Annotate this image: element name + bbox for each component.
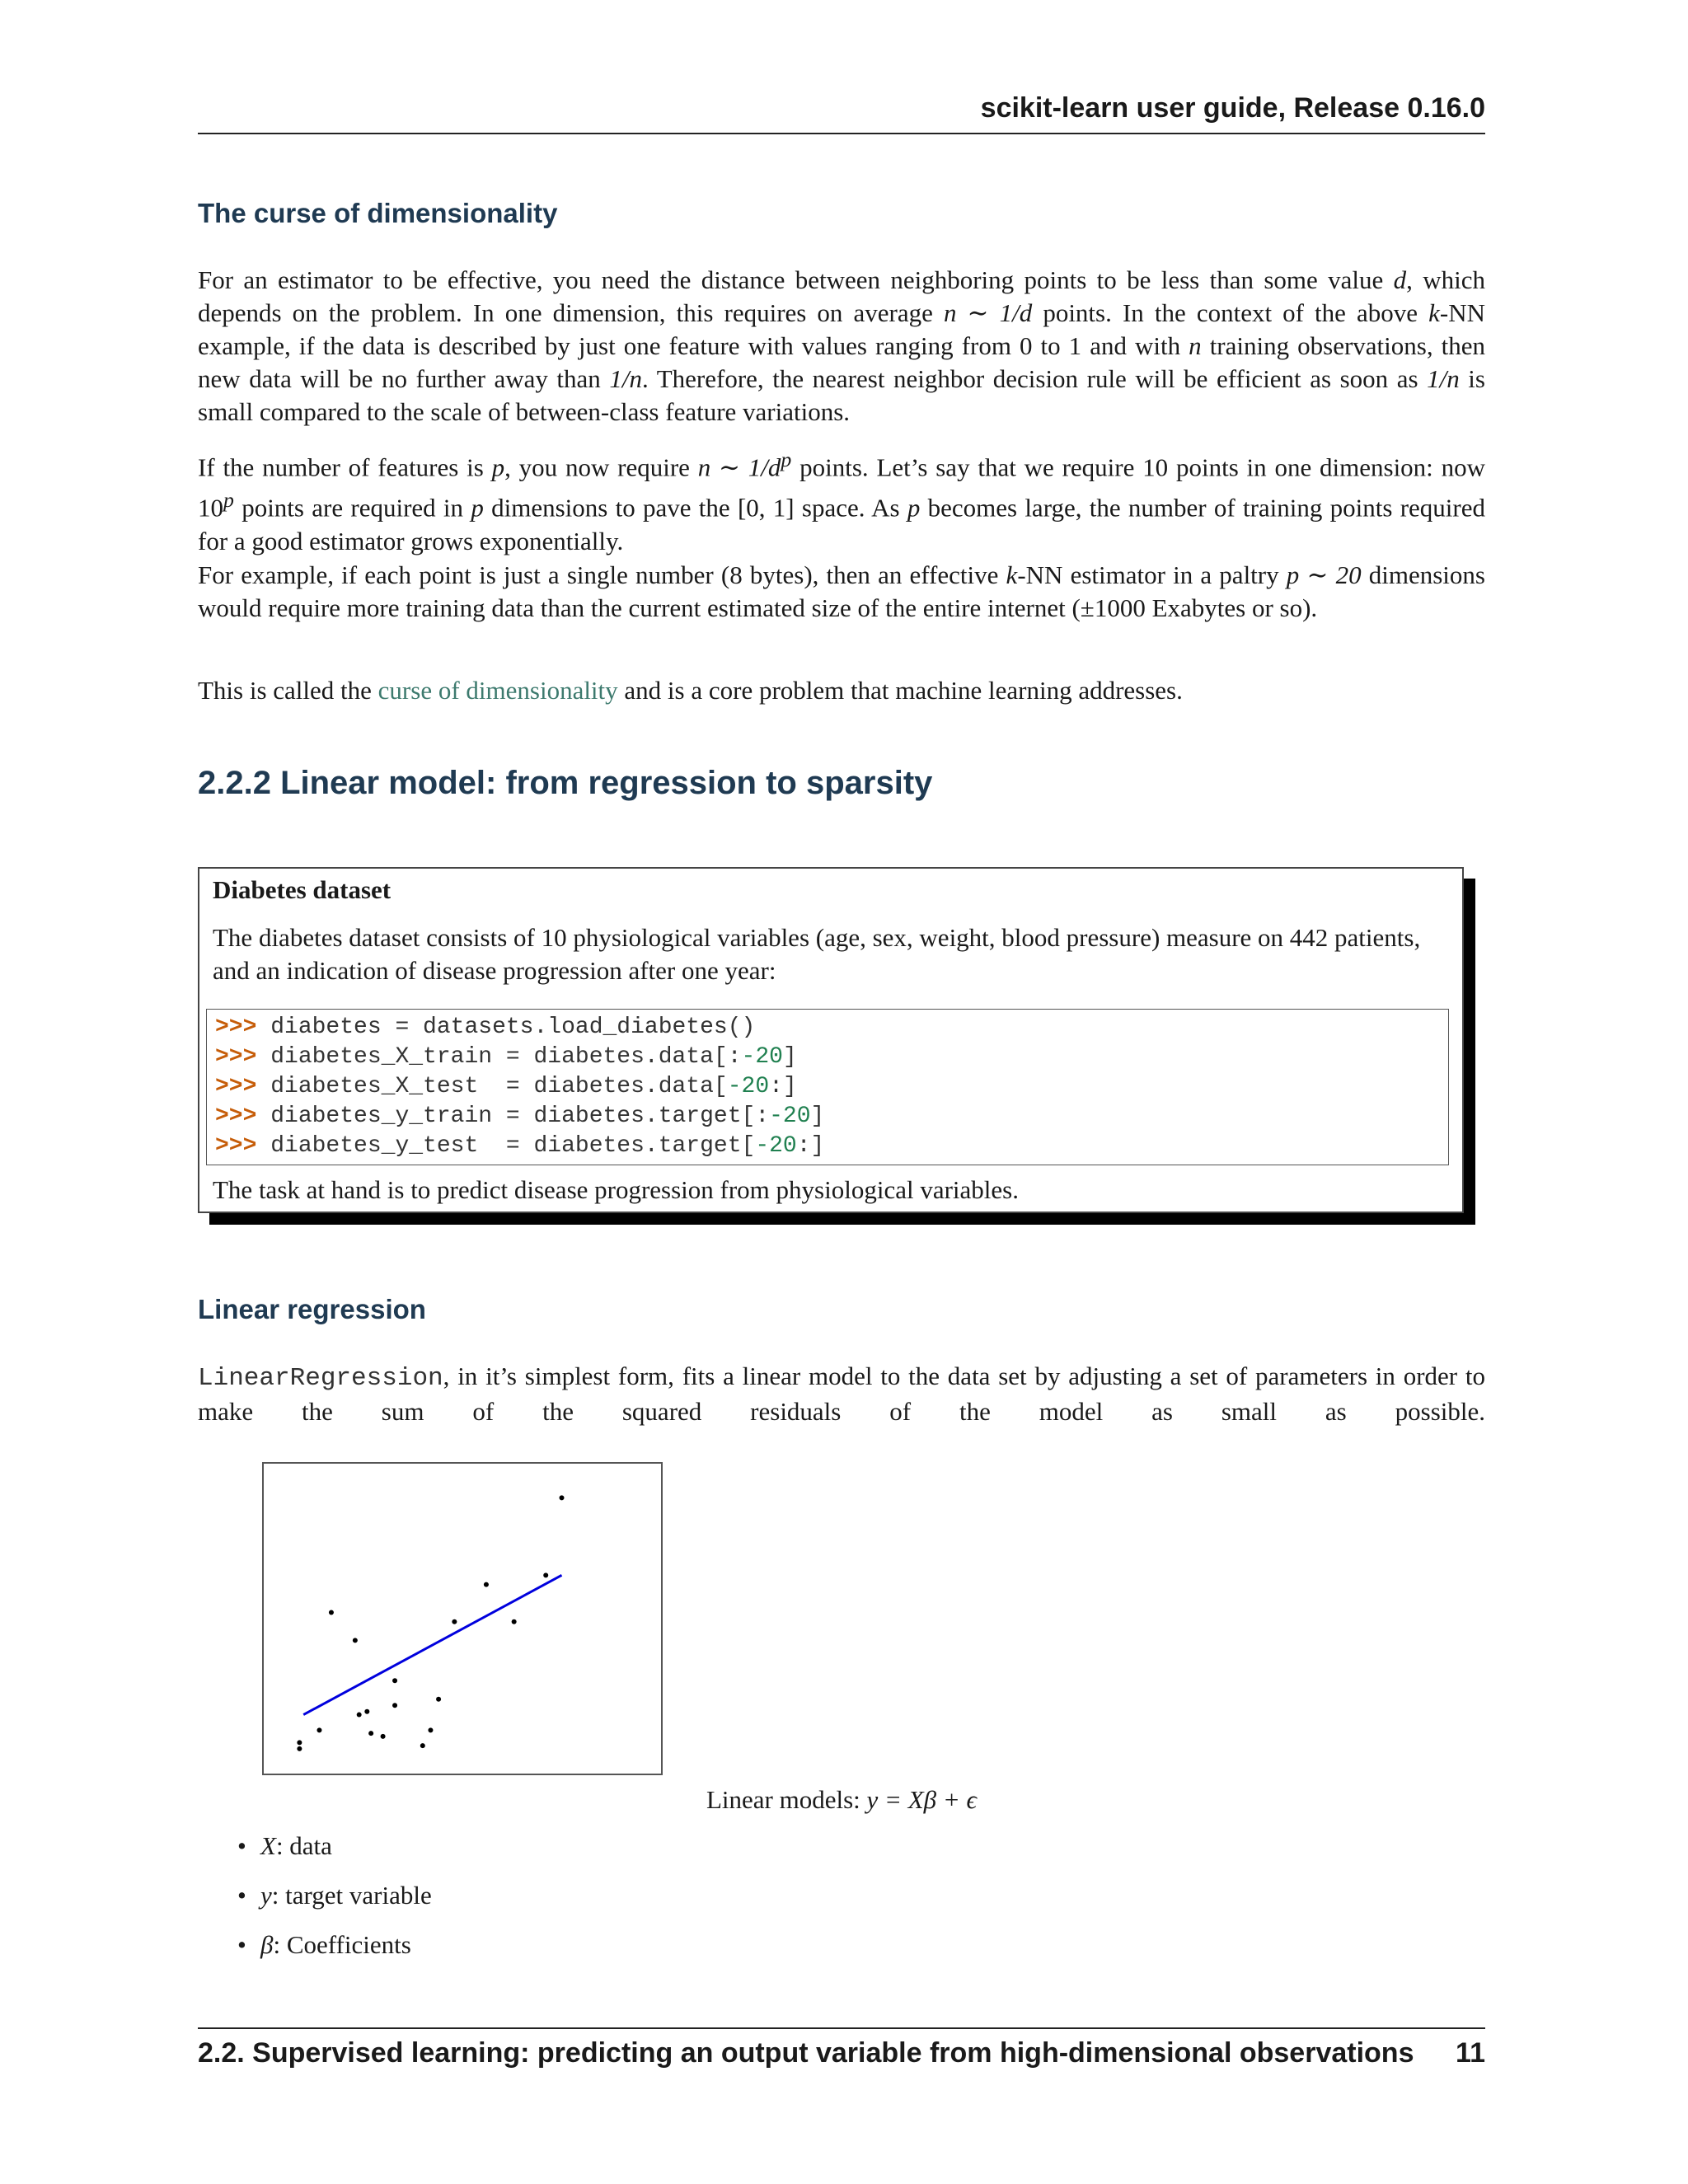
code-number: -20 — [741, 1044, 783, 1070]
paragraph-curse-3 — [198, 559, 1485, 625]
running-title: scikit-learn user guide, Release 0.16.0 — [980, 92, 1485, 124]
heading-curse-of-dimensionality: The curse of dimensionality — [198, 198, 558, 228]
data-point-12 — [428, 1727, 433, 1732]
math: k — [1428, 298, 1440, 327]
code-text: diabetes_X_test = diabetes.data[ — [256, 1074, 728, 1099]
math: p ∼ 20 — [1286, 560, 1362, 589]
heading-linear-regression: Linear regression — [198, 1294, 426, 1324]
code-text: ] — [782, 1044, 797, 1070]
paragraph-curse-1 — [198, 264, 1485, 429]
text: If the number of features is — [198, 452, 492, 482]
data-point-14 — [452, 1619, 457, 1624]
fit-line — [303, 1575, 561, 1714]
code-line — [215, 1043, 1440, 1072]
code-line — [215, 1072, 1440, 1102]
data-point-1 — [297, 1740, 302, 1745]
data-point-0 — [297, 1746, 302, 1751]
data-point-3 — [329, 1610, 334, 1615]
text: dimensions to pave the — [483, 493, 738, 523]
item-text: : Coefficients — [273, 1930, 411, 1959]
paragraph-curse-2 — [198, 443, 1485, 558]
symbol: X — [260, 1831, 276, 1860]
curse-of-dimensionality-link[interactable]: curse of dimensionality — [377, 676, 618, 705]
code-line — [215, 1102, 1440, 1132]
data-point-17 — [543, 1572, 548, 1577]
math: d — [1393, 265, 1407, 294]
paragraph-linear-regression — [198, 1360, 1485, 1428]
prompt: >>> — [215, 1015, 257, 1040]
prompt: >>> — [215, 1074, 257, 1099]
code-number: -20 — [755, 1133, 797, 1159]
data-point-7 — [368, 1731, 373, 1736]
data-point-8 — [381, 1734, 386, 1739]
item-text: : data — [275, 1831, 332, 1860]
text: training observations, then new data will be no further away than — [198, 331, 1485, 393]
running-header — [198, 92, 1485, 134]
symbol: y — [260, 1881, 272, 1910]
code-text: diabetes_y_train = diabetes.target[: — [256, 1104, 770, 1129]
text: For example, if each point is just a single number (8 bytes), then an effective — [198, 560, 1006, 589]
text: , which depends on the problem. In one dimension, this requires on average — [198, 265, 1485, 327]
data-point-13 — [436, 1697, 441, 1702]
item-text: : target variable — [271, 1881, 432, 1910]
text: , in it’s simplest form, fits a linear model to the data set by adjusting a set of parameters in order to make the sum of the squared residuals of the model as small as possible. — [198, 1361, 1485, 1426]
code-text: :] — [769, 1074, 797, 1099]
data-point-11 — [420, 1743, 425, 1748]
math: 1/n — [1427, 364, 1460, 393]
data-point-18 — [560, 1495, 565, 1500]
data-point-15 — [484, 1582, 489, 1587]
text: This is called the — [198, 676, 378, 705]
text: -NN estimator in a paltry — [1017, 560, 1287, 589]
heading-linear-model: 2.2.2 Linear model: from regression to sparsity — [198, 765, 933, 801]
list-item — [237, 1879, 432, 1929]
diabetes-dataset-box — [198, 867, 1464, 1213]
math: n ∼ 1/d — [697, 452, 781, 482]
symbol: β — [260, 1930, 274, 1959]
diabetes-dataset-description: The diabetes dataset consists of 10 physiological variables (age, sex, weight, blood pressure) measure on 442 patients, and an indication of disease progression after one year: — [213, 923, 1421, 985]
prompt: >>> — [215, 1044, 257, 1070]
page-number: 11 — [1456, 2037, 1485, 2069]
linear-regression-class-link[interactable]: LinearRegression — [198, 1364, 443, 1393]
code-text: ] — [810, 1104, 825, 1129]
code-number: -20 — [727, 1074, 770, 1099]
text: -NN example, if the data is described by just one feature with values ranging from 0 to 1 and with — [198, 298, 1485, 360]
data-point-6 — [364, 1709, 369, 1714]
code-number: -20 — [769, 1104, 811, 1129]
text: dimensions would require more training data than the current estimated size of the entire internet (±1000 Exabytes or so). — [198, 560, 1485, 622]
text: points. In the context of the above — [1032, 298, 1429, 327]
text: is small compared to the scale of between-class feature variations. — [198, 364, 1485, 426]
scatter-plot — [264, 1464, 661, 1774]
math-sup: p — [781, 448, 792, 471]
code-text: :] — [796, 1133, 825, 1159]
math: k — [1006, 560, 1018, 589]
text: For an estimator to be effective, you need the distance between neighboring points to be less than some value — [198, 265, 1394, 294]
caption-text: Linear models: — [706, 1785, 867, 1814]
math: 1/n — [609, 364, 642, 393]
math-sup: p — [223, 488, 234, 513]
math: p — [907, 493, 921, 523]
prompt: >>> — [215, 1133, 257, 1159]
figure-caption — [198, 1785, 1485, 1815]
text: . Therefore, the nearest neighbor decision rule will be efficient as soon as — [641, 364, 1428, 393]
data-point-4 — [353, 1638, 358, 1643]
variable-list — [237, 1830, 432, 1978]
math: [0, 1] — [737, 493, 795, 523]
math: n ∼ 1/d — [943, 298, 1033, 327]
prompt: >>> — [215, 1104, 257, 1129]
data-point-2 — [316, 1727, 321, 1732]
code-text: diabetes_X_train = diabetes.data[: — [256, 1044, 742, 1070]
data-point-5 — [357, 1713, 362, 1718]
math: p — [491, 452, 505, 482]
data-point-16 — [512, 1619, 517, 1624]
list-item — [237, 1830, 432, 1879]
code-line — [215, 1013, 1440, 1043]
text: becomes large, the number of training points required for a good estimator grows exponentially. — [198, 493, 1486, 555]
text: space. As — [794, 493, 907, 523]
data-point-9 — [392, 1678, 397, 1683]
diabetes-task-text: The task at hand is to predict disease progression from physiological variables. — [213, 1175, 1019, 1204]
paragraph-curse-4 — [198, 674, 1485, 707]
page-footer — [198, 2027, 1485, 2069]
diabetes-dataset-title: Diabetes dataset — [213, 875, 392, 904]
data-point-10 — [392, 1703, 397, 1708]
text: and is a core problem that machine learning addresses. — [617, 676, 1183, 705]
text: points. Let’s say that we require 10 points in one dimension: now 10 — [198, 452, 1485, 523]
caption-formula: y = Xβ + ϵ — [866, 1785, 978, 1814]
math: n — [1189, 331, 1202, 360]
code-text: diabetes_y_test = diabetes.target[ — [256, 1133, 756, 1159]
code-block[interactable] — [206, 1009, 1449, 1165]
code-line — [215, 1132, 1440, 1161]
footer-section-title: 2.2. Supervised learning: predicting an output variable from high-dimensional observations — [198, 2037, 1414, 2069]
list-item — [237, 1929, 432, 1978]
text: , you now require — [504, 452, 698, 482]
code-text: diabetes = datasets.load_diabetes() — [256, 1015, 756, 1040]
linear-regression-figure — [262, 1462, 663, 1775]
text: points are required in — [233, 493, 471, 523]
math: p — [471, 493, 484, 523]
